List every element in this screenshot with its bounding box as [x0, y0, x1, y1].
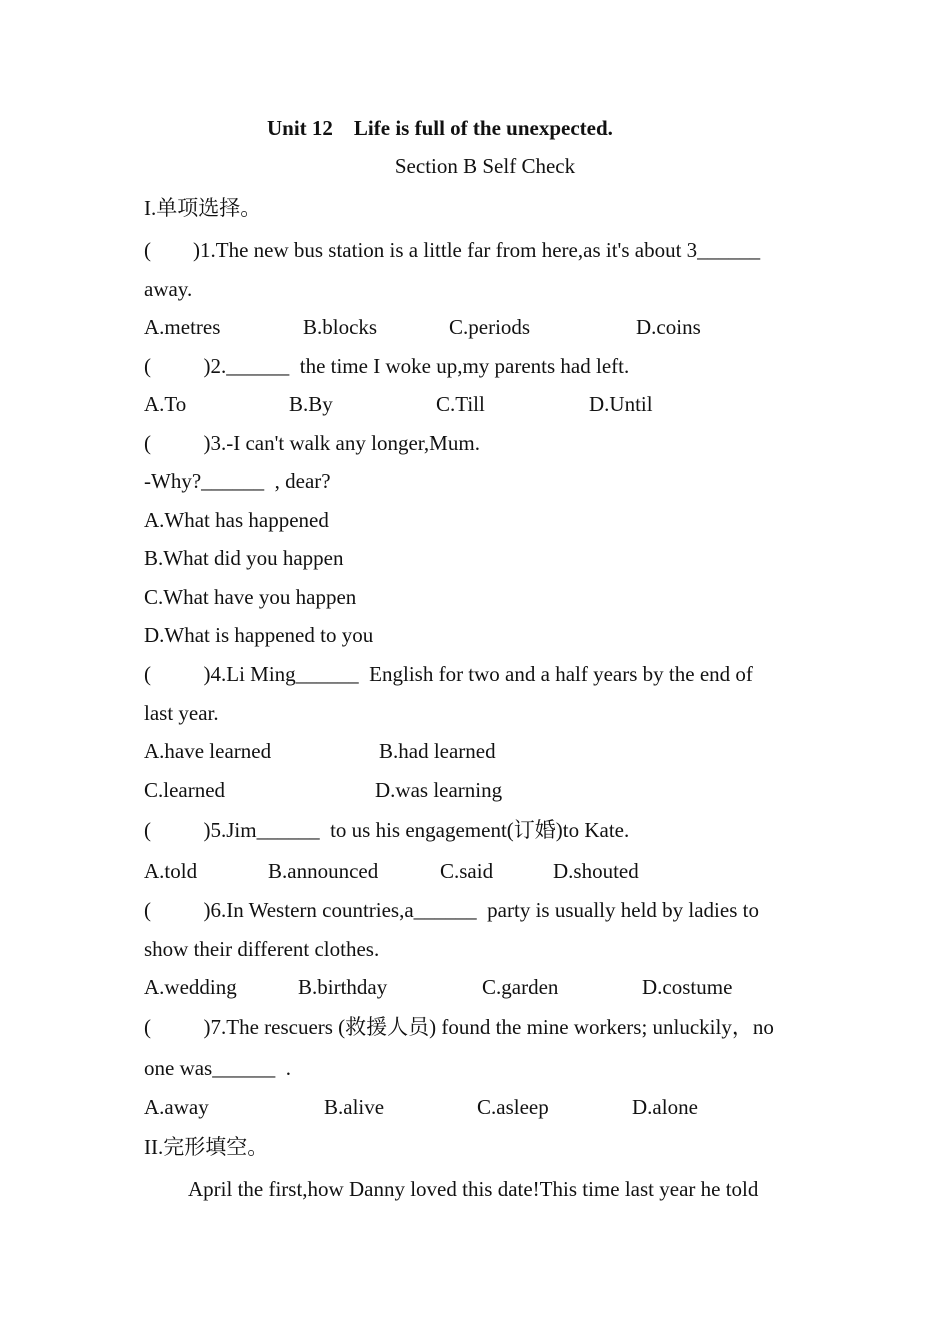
question-5-option-a: A.told	[144, 859, 198, 883]
question-6-stem-cont: show their different clothes.	[144, 937, 380, 961]
question-5-stem: ( )5.Jim______ to us his engagement(订婚)to Kate.	[144, 818, 630, 842]
question-1-option-b: B.blocks	[303, 315, 378, 339]
question-6-option-a: A.wedding	[144, 975, 237, 999]
page-title: Unit 12 Life is full of the unexpected.	[267, 116, 613, 140]
question-1-option-c: C.periods	[449, 315, 531, 339]
passage-first-line: April the first,how Danny loved this date!This time last year he told	[188, 1177, 759, 1201]
question-4-option-a: A.have learned	[144, 739, 272, 763]
question-5-option-c: C.said	[440, 859, 494, 883]
question-5-option-d: D.shouted	[553, 859, 639, 883]
question-3-option-d: D.What is happened to you	[144, 623, 374, 647]
question-3-stem: ( )3.-I can't walk any longer,Mum.	[144, 431, 480, 455]
question-1-stem: ( )1.The new bus station is a little far from here,as it's about 3______	[144, 238, 761, 262]
question-7-option-d: D.alone	[632, 1095, 698, 1119]
question-7-option-c: C.asleep	[477, 1095, 549, 1119]
question-4-stem: ( )4.Li Ming______ English for two and a half years by the end of	[144, 662, 753, 686]
section-1-heading: I.单项选择。	[144, 196, 262, 220]
question-4-option-d: D.was learning	[375, 778, 503, 802]
question-2-option-c: C.Till	[436, 392, 485, 416]
question-1-option-a: A.metres	[144, 315, 221, 339]
question-6-stem: ( )6.In Western countries,a______ party is usually held by ladies to	[144, 898, 759, 922]
question-4-option-b: B.had learned	[379, 739, 496, 763]
question-2-option-d: D.Until	[589, 392, 653, 416]
question-5-option-b: B.announced	[268, 859, 379, 883]
question-3-stem-cont: -Why?______ , dear?	[144, 469, 331, 493]
question-7-stem: ( )7.The rescuers (救援人员) found the mine workers; unluckily，no	[144, 1015, 774, 1039]
page-subtitle: Section B Self Check	[394, 154, 576, 178]
question-6-option-b: B.birthday	[298, 975, 388, 999]
question-3-option-b: B.What did you happen	[144, 546, 344, 570]
question-7-option-a: A.away	[144, 1095, 209, 1119]
question-7-stem-cont: one was______ .	[144, 1056, 291, 1080]
question-3-option-c: C.What have you happen	[144, 585, 357, 609]
question-2-stem: ( )2.______ the time I woke up,my parents had left.	[144, 354, 630, 378]
question-6-option-d: D.costume	[642, 975, 733, 999]
question-7-option-b: B.alive	[324, 1095, 385, 1119]
section-2-heading: II.完形填空。	[144, 1135, 269, 1159]
question-4-stem-cont: last year.	[144, 701, 219, 725]
question-1-option-d: D.coins	[636, 315, 701, 339]
question-2-option-a: A.To	[144, 392, 187, 416]
question-3-option-a: A.What has happened	[144, 508, 329, 532]
question-4-option-c: C.learned	[144, 778, 226, 802]
question-2-option-b: B.By	[289, 392, 333, 416]
question-6-option-c: C.garden	[482, 975, 559, 999]
question-1-stem-cont: away.	[144, 277, 193, 301]
